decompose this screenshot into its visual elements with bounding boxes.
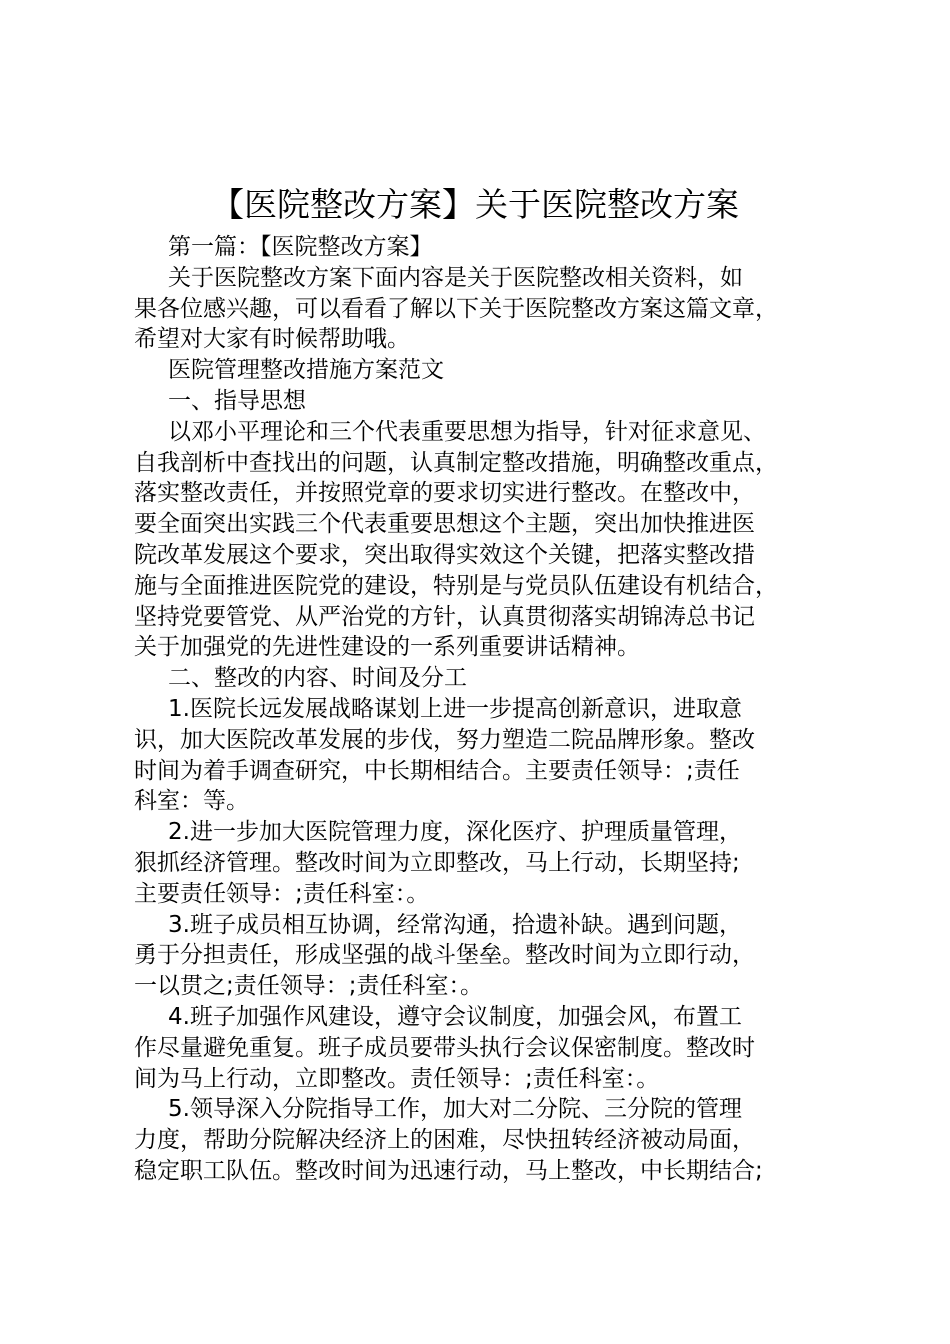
text-line: 施与全面推进医院党的建设，特别是与党员队伍建设有机结合， [134, 572, 778, 599]
text-line: 时间为着手调查研究，中长期相结合。主要责任领导：;责任 [134, 757, 740, 784]
document-body [134, 232, 854, 1187]
text-line: 以邓小平理论和三个代表重要思想为指导，针对征求意见、 [168, 418, 766, 445]
text-line: 落实整改责任，并按照党章的要求切实进行整改。在整改中， [134, 480, 755, 507]
text-line: 5.领导深入分院指导工作，加大对二分院、三分院的管理 [168, 1096, 742, 1123]
text-line: 要全面突出实践三个代表重要思想这个主题，突出加快推进医 [134, 511, 755, 538]
text-line: 识，加大医院改革发展的步伐，努力塑造二院品牌形象。整改 [134, 726, 755, 753]
text-line: 稳定职工队伍。整改时间为迅速行动，马上整改，中长期结合; [134, 1157, 763, 1184]
text-line: 勇于分担责任，形成坚强的战斗堡垒。整改时间为立即行动， [134, 942, 755, 969]
text-line: 院改革发展这个要求，突出取得实效这个关键，把落实整改措 [134, 541, 755, 568]
text-line: 坚持党要管党、从严治党的方针，认真贯彻落实胡锦涛总书记 [134, 603, 755, 630]
text-line: 果各位感兴趣，可以看看了解以下关于医院整改方案这篇文章， [134, 295, 778, 322]
text-line: 狠抓经济管理。整改时间为立即整改，马上行动，长期坚持; [134, 849, 740, 876]
text-line: 一、指导思想 [168, 387, 306, 414]
text-line: 间为马上行动，立即整改。责任领导：;责任科室：。 [134, 1065, 660, 1092]
text-line: 关于加强党的先进性建设的一系列重要讲话精神。 [134, 634, 640, 661]
text-line: 科室：等。 [134, 788, 249, 815]
text-line: 力度，帮助分院解决经济上的困难，尽快扭转经济被动局面， [134, 1127, 755, 1154]
text-line: 1.医院长远发展战略谋划上进一步提高创新意识，进取意 [168, 695, 742, 722]
text-line: 关于医院整改方案下面内容是关于医院整改相关资料，如 [168, 264, 743, 291]
text-line: 主要责任领导：;责任科室：。 [134, 880, 430, 907]
text-line: 3.班子成员相互协调，经常沟通，拾遗补缺。遇到问题， [168, 911, 742, 938]
text-line: 自我剖析中查找出的问题，认真制定整改措施，明确整改重点， [134, 449, 778, 476]
document-title: 【医院整改方案】关于医院整改方案 [211, 185, 739, 224]
text-line: 第一篇：【医院整改方案】 [168, 234, 433, 260]
text-line: 希望对大家有时候帮助哦。 [134, 326, 410, 353]
text-line: 医院管理整改措施方案范文 [168, 357, 444, 384]
text-line: 作尽量避免重复。班子成员要带头执行会议保密制度。整改时 [134, 1034, 755, 1061]
text-line: 2.进一步加大医院管理力度，深化医疗、护理质量管理， [168, 819, 742, 846]
text-line: 4.班子加强作风建设，遵守会议制度，加强会风，布置工 [168, 1003, 742, 1030]
text-line: 二、整改的内容、时间及分工 [168, 665, 467, 692]
text-line: 一以贯之;责任领导：;责任科室：。 [134, 973, 483, 1000]
